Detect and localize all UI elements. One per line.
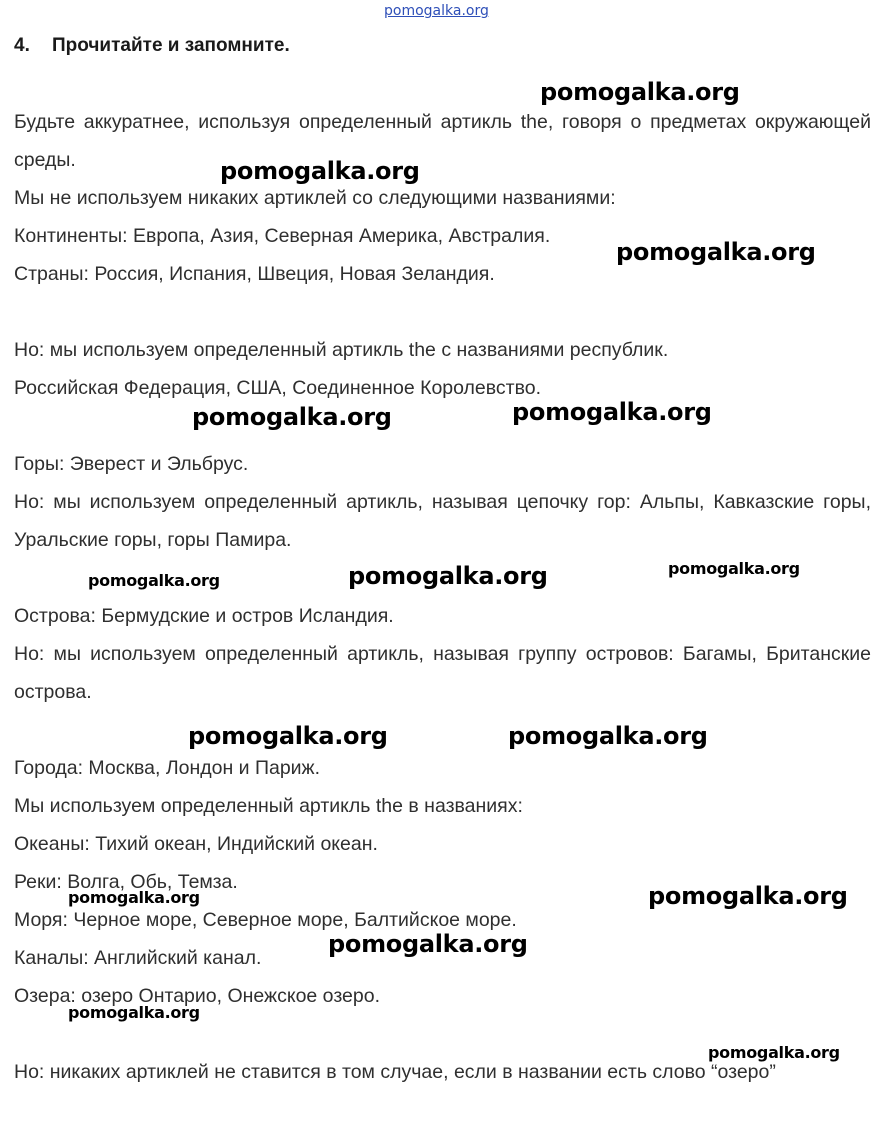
paragraph-line: Мы используем определенный артикль the в названиях: <box>14 795 523 817</box>
watermark: pomogalka.org <box>88 571 220 590</box>
watermark: pomogalka.org <box>540 78 740 106</box>
paragraph-line: Горы: Эверест и Эльбрус. <box>14 453 249 475</box>
task-heading <box>14 35 290 57</box>
watermark: pomogalka.org <box>648 882 848 910</box>
task-title: Прочитайте и запомните. <box>52 35 290 56</box>
paragraph-line: Континенты: Европа, Азия, Северная Америка, Австралия. <box>14 225 551 247</box>
paragraph-line: Реки: Волга, Обь, Темза. <box>14 871 238 893</box>
paragraph-line: Океаны: Тихий океан, Индийский океан. <box>14 833 378 855</box>
watermark: pomogalka.org <box>616 238 816 266</box>
site-link[interactable]: pomogalka.org <box>384 3 489 19</box>
paragraph-line: Города: Москва, Лондон и Париж. <box>14 757 321 779</box>
watermark: pomogalka.org <box>188 722 388 750</box>
task-number: 4. <box>14 35 30 56</box>
watermark: pomogalka.org <box>68 1003 200 1022</box>
paragraph-line: Но: мы используем определенный артикль the с названиями республик. <box>14 339 669 361</box>
paragraph-line: Озера: озеро Онтарио, Онежское озеро. <box>14 985 380 1007</box>
paragraph-line: Мы не используем никаких артиклей со следующими названиями: <box>14 187 616 209</box>
watermark: pomogalka.org <box>512 398 712 426</box>
watermark: pomogalka.org <box>348 562 548 590</box>
watermark: pomogalka.org <box>328 930 528 958</box>
paragraph-line: Страны: Россия, Испания, Швеция, Новая Зеландия. <box>14 263 495 285</box>
paragraph-line: Но: мы используем определенный артикль, называя цепочку гор: Альпы, Кавказские горы, Уральские горы, горы Памира. <box>14 491 871 551</box>
watermark: pomogalka.org <box>220 157 420 185</box>
watermark: pomogalka.org <box>68 888 200 907</box>
watermark: pomogalka.org <box>708 1043 840 1062</box>
paragraph-line: Российская Федерация, США, Соединенное Королевство. <box>14 377 542 399</box>
watermark: pomogalka.org <box>508 722 708 750</box>
paragraph-line: Будьте аккуратнее, используя определенный артикль the, говоря о предметах окружающей среды. <box>14 111 871 171</box>
paragraph-line: Но: мы используем определенный артикль, называя группу островов: Багамы, Британские острова. <box>14 643 871 703</box>
watermark: pomogalka.org <box>192 403 392 431</box>
paragraph-line: Моря: Черное море, Северное море, Балтийское море. <box>14 909 517 931</box>
paragraph-line: Острова: Бермудские и остров Исландия. <box>14 605 394 627</box>
watermark: pomogalka.org <box>668 559 800 578</box>
paragraph-line: Каналы: Английский канал. <box>14 947 262 969</box>
paragraph-line: Но: никаких артиклей не ставится в том случае, если в названии есть слово “озеро” <box>14 1061 776 1083</box>
